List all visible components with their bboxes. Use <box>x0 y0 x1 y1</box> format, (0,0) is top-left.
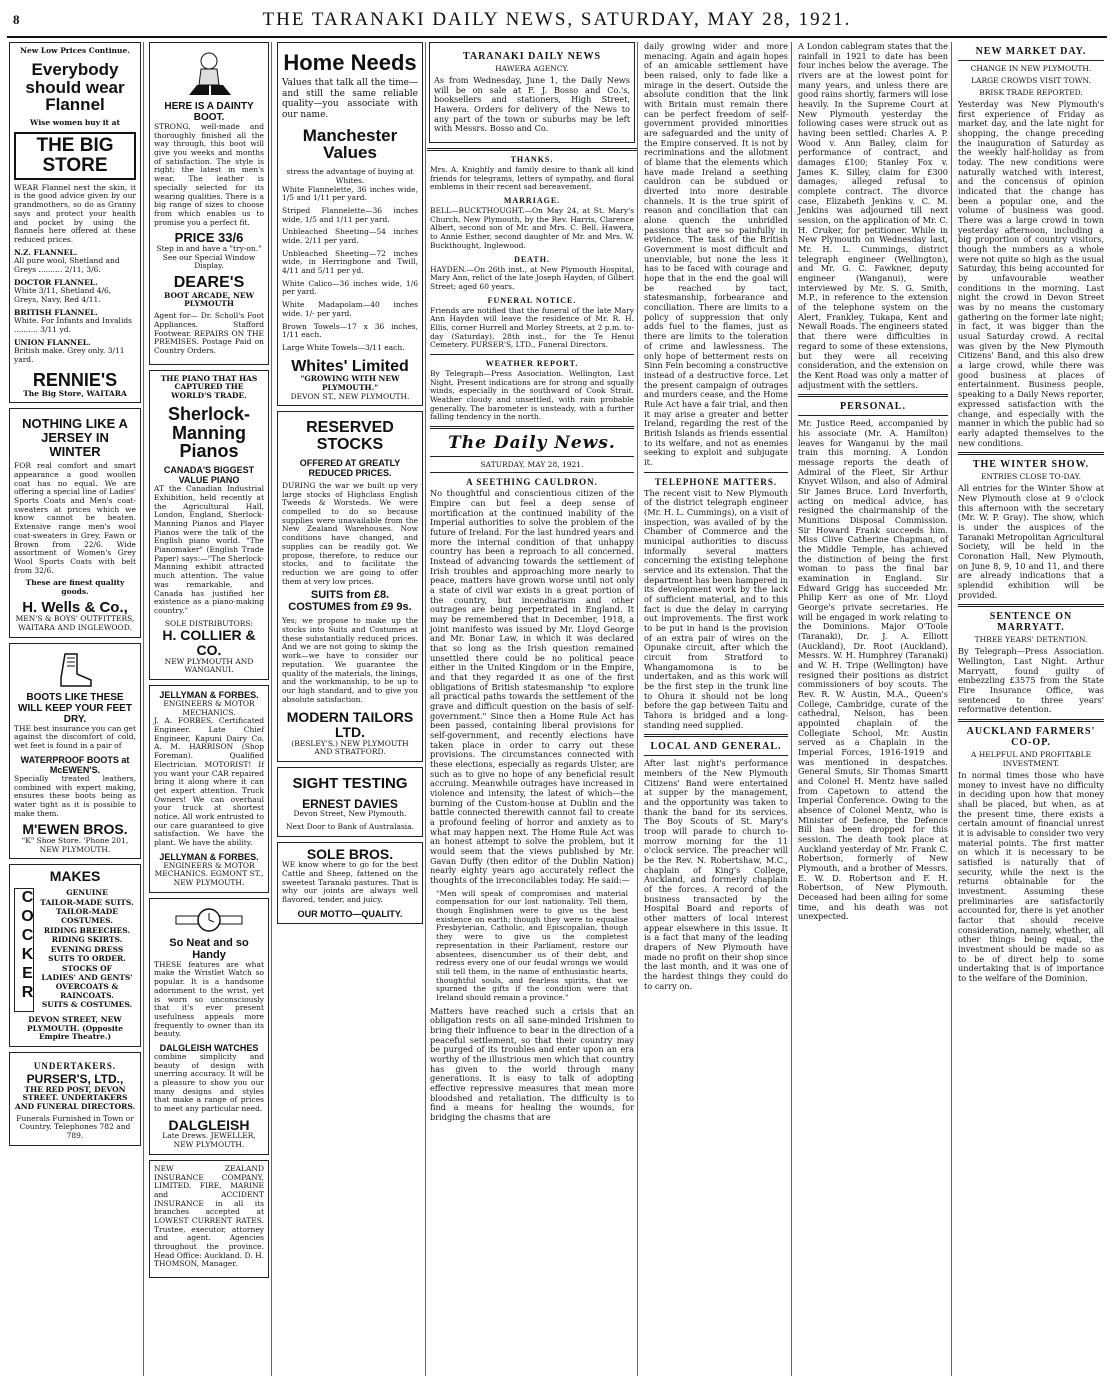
modern-tailors-sub: (BESLEY'S.) NEW PLYMOUTH AND STRATFORD. <box>291 738 409 757</box>
hawera-agency-notice <box>429 42 635 143</box>
doctor-flannel-heading: DOCTOR FLANNEL. <box>14 277 98 287</box>
undertakers-heading: UNDERTAKERS. <box>33 1061 117 1072</box>
dalgleish-ad <box>149 898 269 1155</box>
thanks-body: Mrs. A. Knightly and family desire to thank all kind friends for telegrams, letters of sympathy, and floral emblems in their recent sad bereavement. <box>430 165 634 192</box>
whites-logo: Whites' Limited <box>291 357 409 375</box>
big-store-logo: THE BIG STORE <box>14 132 136 180</box>
union-flannel-heading: UNION FLANNEL. <box>14 337 91 347</box>
jellyman-sub: ENGINEERS & MOTOR MECHANICS. <box>163 699 255 717</box>
marryatt-body: By Telegraph—Press Association. Wellington, Last Night. Arthur Marryatt, found guilty of embezzling £3575 from the State Fire Insurance Office, was sentenced to three years' reformative detention. <box>958 646 1104 715</box>
sole-motto: OUR MOTTO—QUALITY. <box>297 908 403 919</box>
cocker-line: RIDING BREECHES. <box>43 925 131 935</box>
piano-headline: Sherlock-Manning Pianos <box>167 403 251 462</box>
deare-logo: DEARE'S <box>173 273 245 291</box>
reserved-headline: RESERVED STOCKS <box>306 419 394 454</box>
manchester-intro: stress the advantage of buying at Whites. <box>286 167 414 185</box>
manchester-headline: Manchester Values <box>302 125 398 163</box>
manchester-item: White Madapolam—40 inches wide. 1/- per yard. <box>282 300 418 318</box>
editorial-quote: "Men will speak of compromises and material compensation for our lost nationality. Tell them, though Englishmen were to give us the best existence on earth; though they were to equalise Presbyterian, Catholic, and Episcopalian, though they were to give us the completest representation in their Parliament, restore our absentees, disencumber us of their debt, and redress every one of our feudal wrongs we would still tell them, in the name of enthusiastic hearts, thoughtful souls, and fearless spirits, that we spurned the gifts if the condition were that Ireland should remain a province." <box>436 888 628 1002</box>
home-needs-headline: Home Needs <box>283 50 417 75</box>
boot-illustration-icon <box>55 652 95 688</box>
cocker-line: GENUINE <box>66 888 108 898</box>
watch-headline: So Neat and so Handy <box>169 936 249 961</box>
flannel-ad <box>9 42 141 403</box>
telephone-body: The recent visit to New Plymouth of the district telegraph engineer (Mr. H. L. Cummings), on a visit of inspection, was availed of by the Chamber of Commerce and the municipal authorities to discuss informally several matters concerning the existing telephone service and its extension. That the department has been hampered in its development work by the lack of sufficient material, and to this fact is due the delay in carrying out improvements. The first work to be put in hand is the provision of an extra pair of wires on the Opunake circuit, after which the circuit from Stratford to Whangamomona is to be undertaken, and as this work will be the first step in the trunk line to Ohura it should not be long before the gap between Taitu and Tahora is bridged and a long-standing need supplied. <box>644 487 788 730</box>
manchester-item: Striped Flannelette—36 inches wide, 1/5 and 1/11 per yard. <box>282 205 418 224</box>
coop-body: In normal times those who have money to invest have no difficulty in deciding upon how that money shall be placed, but when, as at the present time, there exists a certain amount of financial unrest it is advisable to consider two very material points. The first matter on which it is necessary to be satisfied is naturally that of security, while the next is the returns obtainable for the investment. Assuming these preliminaries are satisfactorily accounted for, there is yet another factor that should receive consideration, namely, whether, all other things being equal, the investment should be made so as to be of direct help to some undertaking that is of importance to the welfare of the Dominion. <box>958 769 1104 984</box>
british-flannel-heading: BRITISH FLANNEL. <box>14 307 99 317</box>
boot-body: STRONG, well-made and thoroughly finished all the way through, this boot will give you weeks and months of satisfaction. The style is right; the latest in men's wear. The leather is specially selected for its wearing qualities. There is a big range of sizes to choose from which enables us to promise you a perfect fit. <box>154 122 264 227</box>
marryatt-sub: THREE YEARS' DETENTION. <box>974 635 1088 645</box>
marriage-heading: MARRIAGE. <box>503 196 561 206</box>
flannel-headline: Everybody should wear Flannel <box>25 59 125 115</box>
cocker-vertical-text: COCKER <box>19 889 36 1004</box>
thanks-heading: THANKS. <box>510 155 554 165</box>
cocker-address: DEVON STREET, NEW PLYMOUTH. (Opposite Empire Theatre.) <box>27 1015 123 1042</box>
insurance-body: NEW ZEALAND INSURANCE COMPANY, LIMITED. FIRE, MARINE and ACCIDENT INSURANCE in all its branches accepted at LOWEST CURRENT RATES. Trustee, executor, attorney and agent. Agencies throughout the province. Head Office: Auckland. D. H. THOMSON, Manager. <box>154 1163 264 1269</box>
dalgleish-heading: DALGLEISH WATCHES <box>159 1042 259 1053</box>
death-heading: DEATH. <box>514 254 550 264</box>
column-4 <box>427 42 638 1376</box>
telephone-heading: TELEPHONE MATTERS. <box>654 476 778 487</box>
mcewen-logo: M'EWEN BROS. <box>22 821 128 838</box>
masthead-title: THE TARANAKI DAILY NEWS, SATURDAY, MAY 28, 1921. <box>262 9 852 30</box>
manchester-item: White Calico—36 inches wide, 1/6 per yard. <box>282 278 418 297</box>
marriage-body: BELL—BUCKTHOUGHT.—On May 24, at St. Mary's Church, New Plymouth, by the Rev. Harris, Clarence Albert, second son of Mr. and Mrs. C. Bell, Hawera, to Annie Esther, second daughter of Mr. and Mrs. W. Buckthought, Inglewood. <box>430 206 634 250</box>
market-day-sub-3: BRISK TRADE REPORTED. <box>979 88 1083 97</box>
reserved-body: DURING the war we built up very large stocks of Highclass English Tweeds & Worsteds. We were compelled to do so because supplies were unavailable from the New Zealand Warehouses. Now conditions have changed, and supplies can be readily got. We propose, therefore, to reduce our stocks, and to facilitate the reduction we are going to offer them at very low prices. <box>282 481 418 586</box>
cable-news-body: A London cablegram states that the rainfall in 1921 to date has been four inches below the average. The rivers are at the lowest point for many years, and unless there are good rains shortly, farmers will lose heavily. In the Supreme Court at New Plymouth yesterday the following cases were struck out as having been settled: Charles A. P. Wood v. Ann Bailey, claim for performance of contract, and damages £100; Stanley Fox v. James K. Silley, claim for £300 damages, alleged refusal to complete contract. The divorce case, Elizabeth Jenkins v. C. M. Jenkins was adjourned till next session, on the application of Mr. C. H. Cruker, for petitioner. While in New Plymouth on Wednesday last, Mr. H. L. Cummings, district telegraph engineer (Wellington), and Mr. G. C. Fawkner, deputy engineer (Wanganui), were interviewed by Mr. S. G. Smith, M.P., in reference to the extension of the telephone system on the Alert, Frankley, Tukapa, Kent and Newall Roads. The engineers stated that there were difficulties in regard to some of these extensions, but they were all receiving consideration, and the extension on the Kent Road was only a matter of adjustment with the settlers. <box>798 42 948 390</box>
cocker-line: TAILOR-MADE SUITS. <box>40 897 134 907</box>
jersey-ad <box>9 408 141 637</box>
wells-logo: H. Wells & Co., <box>22 598 128 616</box>
market-day-heading: NEW MARKET DAY. <box>975 46 1087 57</box>
jellyman-sub-2: ENGINEERS & MOTOR MECHANICS. EGMONT ST., NEW PLYMOUTH. <box>154 860 264 888</box>
boot-tag: Step in and have a "try-on." <box>156 243 262 253</box>
weather-heading: WEATHER REPORT. <box>485 359 579 369</box>
weather-body: By Telegraph—Press Association. Wellington, Last Night. Present indications are for strong and squally winds, especially in the southward of Cook Strait. Weather cloudy and unsettled, with rain probable generally. The barometer is unsteady, with a further falling tendency in the north. <box>430 369 634 422</box>
cocker-line: RIDING SKIRTS. <box>51 935 123 945</box>
piano-kicker: THE PIANO THAT HAS CAPTURED THE WORLD'S TRADE. <box>160 373 258 400</box>
editorial-date: SATURDAY, MAY 28, 1921. <box>480 460 584 470</box>
jersey-headline: NOTHING LIKE A JERSEY IN WINTER <box>22 416 128 459</box>
reserved-sub: OFFERED AT GREATLY REDUCED PRICES. <box>299 458 401 479</box>
piano-ad <box>149 370 269 680</box>
pursers-sub: THE RED POST, DEVON STREET. UNDERTAKERS AND FUNERAL DIRECTORS. <box>14 1084 136 1112</box>
wristlet-watch-icon <box>174 907 244 933</box>
local-general-body: After last night's performance members of the New Plymouth Citizens' Band were entertained at supper by the management, and the opportunity was taken to thank the band for its services. The Boy Scouts of St. Mary's troop will parade to church to-morrow morning for the 11 o'clock service. The preacher will be the Rev. N. Robertshaw, M.C., chaplain of King's College, Auckland, and formerly chaplain of the forces. A record of the business transacted by the Hospital Board and reports of other matters of local interest appear elsewhere in this issue. It is a fact that many of the leading drapers of New Plymouth have made no profit on their shop since the last month, and it was one of the hardest things they could do to carry on. <box>644 758 788 991</box>
davies-name: ERNEST DAVIES <box>302 796 398 811</box>
marryatt-heading: SENTENCE ON MARRYATT. <box>989 611 1073 634</box>
reserved-stocks-ad <box>277 411 423 762</box>
manchester-item: White Flannelette, 36 inches wide, 1/5 and 1/11 per yard. <box>282 184 418 203</box>
flannel-kicker: New Low Prices Continue. <box>20 46 130 55</box>
sight-headline: SIGHT TESTING <box>292 775 408 793</box>
boots-body: THE best insurance you can get against the discomfort of cold, wet feet is found in a pair of <box>14 723 136 751</box>
cocker-ad <box>9 864 141 1047</box>
manchester-item: Unbleached Sheeting—72 inches wide, in Herringbone and Twill, 4/11 and 5/11 per yd. <box>282 248 418 276</box>
cocker-line: STOCKS OF <box>62 963 112 973</box>
notice-heading: TARANAKI DAILY NEWS <box>462 51 602 62</box>
cocker-line: TAILOR-MADE COSTUMES. <box>56 907 118 926</box>
column-5 <box>641 42 792 1376</box>
manchester-item: Brown Towels—17 x 36 inches, 1/11 each. <box>282 321 418 340</box>
personal-heading: PERSONAL. <box>840 401 906 413</box>
flannel-tag: Wise women buy it at <box>30 118 120 128</box>
column-7 <box>955 42 1107 1376</box>
doctor-flannel-line: White 3/11, Shetland 4/6, Greys, Navy, Red 4/11. <box>14 286 112 305</box>
cocker-line: SUITS & COSTUMES. <box>41 1000 133 1010</box>
boots-headline: BOOTS LIKE THESE WILL KEEP YOUR FEET DRY. <box>18 691 132 725</box>
cocker-vertical-name <box>14 888 34 1012</box>
jellyman-ad <box>149 685 269 893</box>
coop-sub: A HELPFUL AND PROFITABLE INVESTMENT. <box>970 749 1092 768</box>
davies-address: Devon Street, New Plymouth. <box>293 809 407 819</box>
dainty-boot-ad <box>149 42 269 365</box>
funeral-body: Friends are notified that the funeral of the late Mary Ann Hayden will leave the residence of Mr. R. H. Ellis, corner Hurrell and Morley Streets, at 2 p.m. to-day (Saturday), 28th inst., for the Te Henui Cemetery. PURSER'S, LTD., Funeral Directors. <box>430 305 634 350</box>
winter-show-sub: ENTRIES CLOSE TO-DAY. <box>981 472 1081 482</box>
editorial-paragraph-2: Matters have reached such a crisis that an obligation rests on all sane-minded Irishmen to bring their influence to bear in the direction of a peaceful settlement, so that their country may be purged of its troubles and enter upon an era worthy of the illustrious men which that country has given to the world through many generations. It is easy to talk of adopting effective repressive measures that mean more bloodshed and retaliation. The difficulty is to find a means for healing the wounds, for bridging the chasms that are <box>430 1005 634 1123</box>
rennies-logo: RENNIE'S <box>32 369 118 390</box>
jellyman-heading-2: JELLYMAN & FORBES. <box>159 851 259 862</box>
jellyman-body: J. A. FORBES, Certificated Engineer. Late Chief Engineer, Kapuni Dairy Co. A. M. HARRISON (Shop Foreman). Qualified Electrician. MOTORIST! If you want your CAR repaired bring it along where it can get expert attention. Truck Owners! We can overhaul your truck at shortest notice. All work entrusted to our care guaranteed to give satisfaction. We have the plant. We have the ability. <box>154 716 264 848</box>
editorial-heading: A SEETHING CAULDRON. <box>466 477 598 488</box>
newspaper-page <box>7 6 1107 1376</box>
jellyman-heading: JELLYMAN & FORBES. <box>159 690 259 701</box>
market-day-body: Yesterday was New Plymouth's first experience of Friday as market day, and the late night for shopping, the change preceding the inauguration of Saturday as the weekly half-holiday as from today. The new conditions were naturally watched with interest, and the concensus of opinion indicated that the change has been a popular one, and the volume of business was good. There was a large crowd in town yesterday afternoon, including a big proportion of country visitors, though the numbers as a whole were not quite so high as the usual Saturday, this being accounted for by unfavourable weather conditions in the morning. Last night the crowd in Devon Street was by no means the customary gathering on the former late night; in fact, it was bigger than the usual Saturday crowd. A recital was given by the New Plymouth Citizens' Band, and this also drew a large crowd, while there was good business at places of entertainment. Business people, speaking to a Daily News reporter, expressed satisfaction with the change, and especially with the manner in which the public had so early adapted themselves to the new conditions. <box>958 99 1104 448</box>
column-3 <box>275 42 426 1376</box>
market-day-sub-1: CHANGE IN NEW PLYMOUTH. <box>970 64 1092 73</box>
whites-ad <box>277 42 423 406</box>
suits-body: Yes; we propose to make up the stocks into Suits and Costumes at these substantially reduced prices. And we are not going to skimp the work—we have to consider our reputation. We guarantee the quality of the materials, the linings, and the workmanship, to be up to our high standard, and to give you absolute satisfaction. <box>282 616 418 704</box>
boot-headline: HERE IS A DAINTY BOOT. <box>164 101 254 123</box>
whites-sub: "GROWING WITH NEW PLYMOUTH." <box>300 374 400 393</box>
whites-address: DEVON ST., NEW PLYMOUTH. <box>290 391 410 401</box>
cocker-lines <box>38 888 136 1012</box>
insurance-ad <box>149 1160 269 1278</box>
column-6 <box>795 42 952 1376</box>
manchester-items <box>282 186 418 353</box>
cocker-line: LADIES' AND GENTS' OVERCOATS & RAINCOATS. <box>41 973 133 1000</box>
local-general-heading: LOCAL AND GENERAL. <box>650 741 782 753</box>
death-body: HAYDEN.—On 26th inst., at New Plymouth Hospital, Mary Ann, relict of the late Joseph Hayden, of Gilbert Street; aged 60 years. <box>430 264 634 291</box>
nz-flannel-line: All pure wool, Shetland and Greys .......... 2/11, 3/6. <box>14 256 120 274</box>
market-day-sub-2: LARGE CROWDS VISIT TOWN. <box>971 76 1091 85</box>
flannel-body: WEAR Flannel next the skin, it is the good advice given by our grandmothers, so do as Granny says and protect your health and pocket by using the flannels here offered at these reduced prices. <box>14 182 136 244</box>
suits-headline: SUITS from £8. COSTUMES from £9 9s. <box>288 589 412 613</box>
piano-distributors: SOLE DISTRIBUTORS: <box>164 618 254 628</box>
wells-sub: MEN'S & BOYS' OUTFITTERS, WAITARA AND INGLEWOOD. <box>15 614 135 633</box>
funeral-heading: FUNERAL NOTICE. <box>487 295 577 305</box>
sole-bros-ad <box>277 842 423 924</box>
editorial-continued: daily growing wider and more menacing. Again and again hopes of an amicable settlement have been raised, only to fade like a mirage in the desert. Outside the absolute condition that the link with Britain must remain there can be perfect freedom of self-government provided minorities are safeguarded and the unity of the Empire conserved. It is not by recriminations and the allotment of blame that the elements which have made Ireland a seething cauldron can be subdued or diverted into more desirable channels. It is the true spirit of reason and conciliation that can alone quench the unbridled passions that are so painfully in evidence. The task of the British Government is most difficult and unenviable, but none the less it has to be faced with courage and hope that in the end the goal will be reached by tact, statesmanship, forbearance and conciliation. There are limits to a policy of suppression that only adds fuel to the flames, just as there are limits to the toleration of crime and lawlessness. The only hope of betterment rests on Sinn Fein becoming a constructive instead of a destructive force. Let the present campaign of outrages and murders cease, and the Home Rule Act have a fair trial, and then it may arise a greater and better Ireland, regarding the rest of the British Islands as friends essential to its welfare, and not as enemies seeking to exploit and subjugate it. <box>644 42 788 467</box>
mcewen-sub: "K" Shoe Store. 'Phone 201, NEW PLYMOUTH. <box>21 835 129 854</box>
column-1 <box>7 42 144 1376</box>
notice-sub: HAWERA AGENCY. <box>495 64 569 73</box>
cocker-heading: MAKES <box>49 868 101 885</box>
nz-flannel-heading: N.Z. FLANNEL. <box>14 247 78 257</box>
column-2 <box>147 42 272 1376</box>
piano-body: AT the Canadian Industrial Exhibition, held recently at the Agricultural Hall, London, England, Sherlock-Manning Pianos and Player Pianos were the talk of the English piano world. "The Pianomaker" (English Trade Paper) says:—"The Sherlock-Manning exhibit attracted much attention. The value was remarkable, and Canada has justified her existence as a piano-making country." <box>154 484 264 615</box>
sole-logo: SOLE BROS. <box>306 845 394 862</box>
boot-price: PRICE 33/6 <box>174 230 244 246</box>
pursers-logo: PURSER'S, LTD., <box>26 1072 124 1087</box>
sight-testing-ad <box>277 767 423 837</box>
notice-body: As from Wednesday, June 1, the Daily News will be on sale at F. J. Bosso and Co.'s, booksellers and stationers, High Street, Hawera. Orders for delivery of the News to any part of the town or suburbs may be left with Messrs. Bosso and Co. <box>434 75 630 134</box>
sole-body: WE know where to go for the best Cattle and Sheep, fattened on the sweetest Taranaki pastures. That is why our joints are always well flavored, tender, and juicy. <box>282 860 418 905</box>
daily-news-nameplate: The Daily News. <box>448 433 616 454</box>
manchester-item: Unbleached Sheeting—54 inches wide. 2/11 per yard. <box>282 227 418 246</box>
boot-man-illustration-icon <box>179 51 239 97</box>
dalgleish-sub: Late Drews. JEWELLER, NEW PLYMOUTH. <box>162 1131 256 1150</box>
union-flannel-line: British make. Grey only. 3/11 yard. <box>14 346 125 365</box>
page-number: 8 <box>13 12 20 27</box>
winter-show-heading: THE WINTER SHOW. <box>972 459 1090 471</box>
dalgleish-body: combine simplicity and beauty of design with unerring accuracy. It will be a pleasure to show you our many designs and styles that make a range of prices to meet any particular need. <box>154 1051 264 1114</box>
deare-sub: BOOT ARCADE, NEW PLYMOUTH <box>163 290 254 309</box>
personal-body: Mr. Justice Reed, accompanied by his associate (Mr. A. Hamilton) leaves for Wanganui by the mail train this morning. A London message reports the death of Admiral of the Fleet, Sir Arthur Knyvet Wilson, and also of Admiral Sir James Bruce. Lord Inverforth, acting on medical advice, has resigned the chairmanship of the Munitions Disposal Commission. Sir Howard Frank succeeds him. Miss Clive Catherine Chapman, of the Middle Temple, has achieved the distinction of being the first woman to pass the final bar examination in England. Sir Edward Grigg has succeeded Mr. Philip Kerr as one of Mr. Lloyd George's private secretaries. He will be engaged in work relating to the Dominions. Major O'Toole (Taranaki), Dr. J. A. Elliott (Auckland), Dr. Root (Auckland), Messrs. W. H. Humphrey (Taranaki) and W. H. Tripe (Wellington) have resigned their positions as district commissioners of boy scouts. The Rev. R. W. Austin, M.A., Queen's College, Cambridge, curate of the cathedral, Nelson, has been appointed chaplain of the Collegiate School, Mr. Austin served as a Chaplain in the Imperial Forces, 1916-1919 and was mentioned in despatches. General Smuts, Sir Thomas Smartt and Colonel H. Mentz have sailed from Capetown to attend the Imperial Conference. Owing to the absence of Colonel Mentz, who is Minister of Defence, the Defence Bill has been dropped for this session. The death took place at Auckland yesterday of Mr. Frank C. Robertson, formerly of New Plymouth, and a brother of Messrs. E. W. D. Robertson and F. H. Robertson, of New Plymouth. Deceased had been ailing for some time, and his death was not unexpected. <box>798 418 948 922</box>
home-needs-body: Values that talk all the time—and still the same reliable quality—you associate with our name. <box>282 78 418 120</box>
jersey-body: FOR real comfort and smart appearance a good woollen coat has no equal. We are offering a special line of Ladies' Sports Coats and Men's coat-sweaters at prices which we know cannot be beaten. Extensive range men's wool coat-sweaters in Grey, Fawn or Brown from 22/6. Wide assortment of Women's Grey Wool Sports Coats with belt from 32/6. <box>14 461 136 575</box>
modern-tailors-logo: MODERN TAILORS LTD. <box>286 709 414 740</box>
winter-show-body: All entries for the Winter Show at New Plymouth close at 9 o'clock this afternoon with the secretary (Mr. W. P. Gray). The show, which is under the auspices of the Taranaki Metropolitan Agricultural Society, will be held in the Coronation Hall, New Plymouth, on June 8, 9, 10 and 11, and there are already indications that a splendid exhibition will be provided. <box>958 483 1104 600</box>
masthead <box>7 6 1107 38</box>
boot-window: See our Special Window Display. <box>162 252 256 271</box>
rennies-sub: The Big Store, WAITARA <box>23 388 127 398</box>
collier-sub: NEW PLYMOUTH AND WANGANUI. <box>164 656 254 675</box>
pursers-ad <box>9 1052 141 1146</box>
piano-sub: CANADA'S BIGGEST VALUE PIANO <box>163 465 255 486</box>
boots-body-2: Specially treated leathers, combined with expert making, ensures these boots being as water tight as it is possible to make them. <box>14 773 136 818</box>
dalgleish-logo: DALGLEISH <box>168 1116 250 1133</box>
collier-logo: H. COLLIER & CO. <box>162 627 256 658</box>
british-flannel-line: White. For Infants and Invalids .......... 3/11 yd. <box>14 316 132 335</box>
coop-heading: AUCKLAND FARMERS' CO-OP. <box>966 725 1096 748</box>
pursers-foot: Funerals Furnished in Town or Country. Telephones 782 and 789. <box>16 1113 134 1141</box>
editorial-paragraph-1: No thoughtful and conscientious citizen of the Empire can but feel a deep sense of mortification at the continued inability of the Imperial authorities to solve the problem of the future of Ireland. For the last hundred years and more the internal condition of that unhappy country has been a reproach to all concerned. Instead of advancing towards the settlement of Irish troubles and approaching more nearly to peace, matters have grown worse until not only a state of civil war exists in a great portion of the country, but incendiarism and other outrages are being perpetrated in England. It may be remembered that in December, 1918, a joint manifesto was issued by Mr. Lloyd George and Mr. Bonar Law, in which it was declared that so long as the Irish question remained unsettled there could be no political peace either in the United Kingdom or in the Empire, and that they regarded it as one of the first obligations of British statesmanship "to explore all practical paths towards the settlement of the grave and difficult question on the basis of self-government." Since then a Home Rule Act has been passed, containing liberal provisions for self-government, and recently elections have taken place in order to carry out these provisions. The circumstances connected with these elections, especially as regards Ulster, are such as to give no hope of any beneficial result accruing. Meanwhile outrages have increased in violence and intensity, the latest of which—the burning of the Custom-house at Dublin and the battle connected therewith cannot fail to create a profound feeling of horror and anxiety as to what may happen next. The Home Rule Act was an honest attempt to solve the problem, but it would seem that the views published by Mr. Gavan Duffy (then editor of the Dublin Nation) nearly eighty years ago accurately reflect the thoughts of the irreconcilables today. He said:— <box>430 488 634 886</box>
waterproof-boots-ad <box>9 643 141 860</box>
next-door: Next Door to Bank of Australasia. <box>285 822 415 832</box>
deare-agent: Agent for— Dr. Scholl's Foot Appliances. Stafford Footwear. REPAIRS ON THE PREMISES. Postage Paid on Country Orders. <box>154 311 264 355</box>
manchester-item: Large White Towels—3/11 each. <box>282 342 405 352</box>
cocker-line: EVENING DRESS SUITS TO ORDER. <box>48 945 126 963</box>
jersey-tag: These are finest quality goods. <box>25 578 125 596</box>
watch-body: THESE features are what make the Wristlet Watch so popular. It is a handsome adornment to the wrist, yet is worn so unconsciously that it's ever present usefulness appeals more frequently to owner than its beauty. <box>154 959 264 1039</box>
boots-product: WATERPROOF BOOTS at McEWEN'S. <box>20 754 130 775</box>
